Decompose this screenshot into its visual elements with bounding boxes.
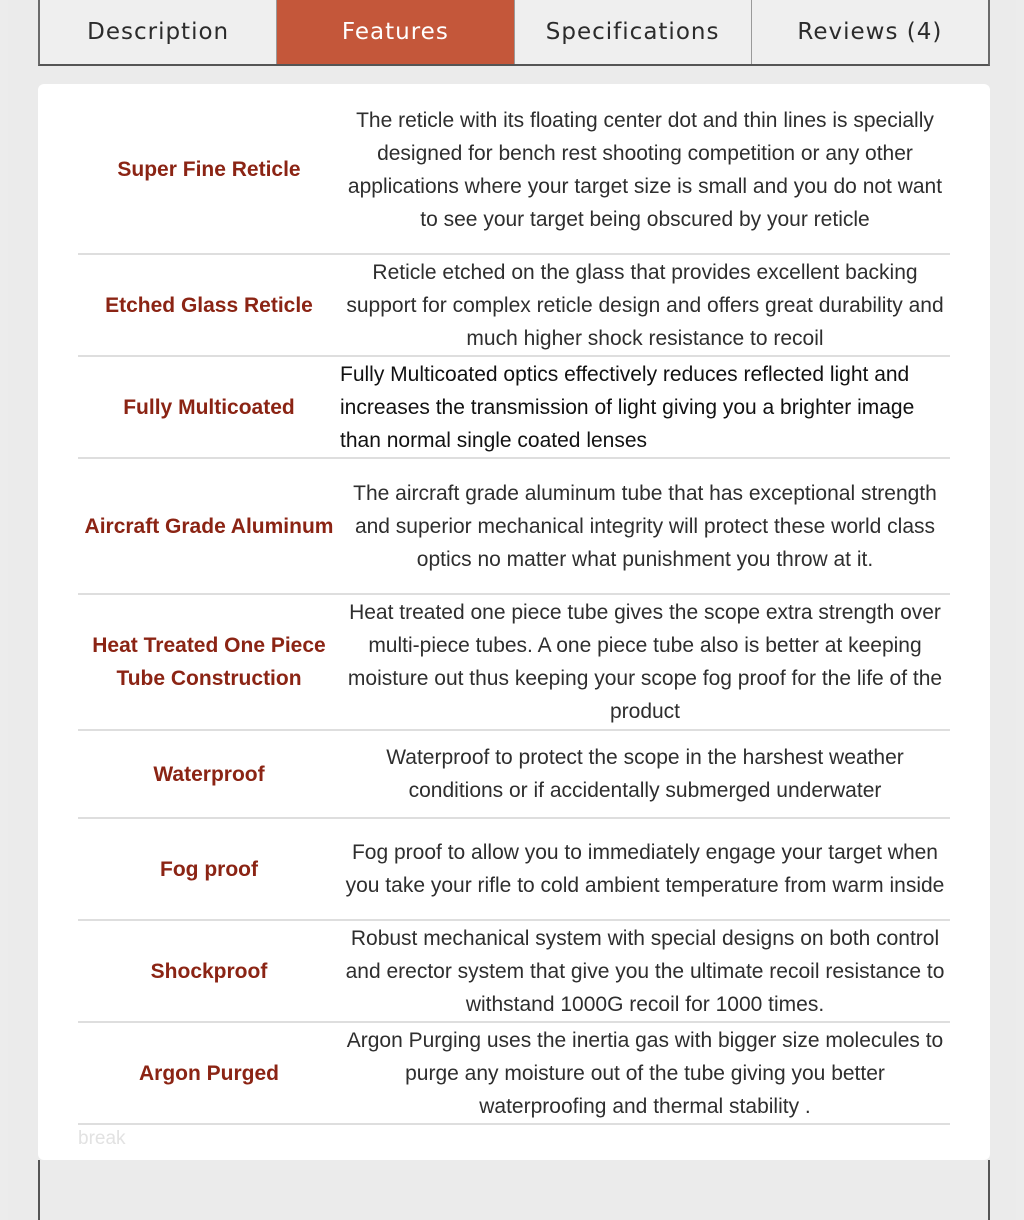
feature-description: Fog proof to allow you to immediately engage your target when you take your rifle to cold ambient temperature from warm inside: [340, 818, 950, 920]
feature-description: The reticle with its floating center dot and thin lines is specially designed for bench rest shooting competition or any other applications where your target size is small and you do not want to see your target being obscured by your reticle: [340, 86, 950, 254]
footer-break-text: break: [78, 1128, 126, 1149]
feature-description: Waterproof to protect the scope in the harshest weather conditions or if accidentally submerged underwater: [340, 730, 950, 818]
feature-name: Fully Multicoated: [78, 356, 340, 458]
table-row: [78, 920, 950, 1022]
feature-name: Super Fine Reticle: [78, 86, 340, 254]
feature-description: Heat treated one piece tube gives the scope extra strength over multi-piece tubes. A one piece tube also is better at keeping moisture out thus keeping your scope fog proof for the life of the product: [340, 594, 950, 730]
feature-description: The aircraft grade aluminum tube that has exceptional strength and superior mechanical integrity will protect these world class optics no matter what punishment you throw at it.: [340, 458, 950, 594]
feature-name: Heat Treated One Piece Tube Construction: [78, 594, 340, 730]
table-row: [78, 730, 950, 818]
features-table: [78, 86, 950, 1125]
feature-description: Robust mechanical system with special designs on both control and erector system that give you the ultimate recoil resistance to withstand 1000G recoil for 1000 times.: [340, 920, 950, 1022]
features-panel: [38, 84, 990, 1160]
table-row: [78, 254, 950, 356]
table-row: [78, 594, 950, 730]
feature-description: Reticle etched on the glass that provides excellent backing support for complex reticle design and offers great durability and much higher shock resistance to recoil: [340, 254, 950, 356]
feature-name: Waterproof: [78, 730, 340, 818]
table-row: [78, 818, 950, 920]
table-row: [78, 458, 950, 594]
tab-features[interactable]: Features: [277, 0, 514, 64]
feature-name: Shockproof: [78, 920, 340, 1022]
table-row: [78, 1022, 950, 1124]
feature-name: Aircraft Grade Aluminum: [78, 458, 340, 594]
feature-description: Fully Multicoated optics effectively reduces reflected light and increases the transmission of light giving you a brighter image than normal single coated lenses: [340, 356, 950, 458]
feature-name: Argon Purged: [78, 1022, 340, 1124]
tab-description[interactable]: Description: [40, 0, 277, 64]
table-row: [78, 356, 950, 458]
tab-specifications[interactable]: Specifications: [515, 0, 752, 64]
product-tabs: [38, 0, 990, 66]
feature-name: Etched Glass Reticle: [78, 254, 340, 356]
feature-description: Argon Purging uses the inertia gas with bigger size molecules to purge any moisture out of the tube giving you better waterproofing and thermal stability .: [340, 1022, 950, 1124]
lower-frame: [38, 1160, 990, 1220]
tab-reviews[interactable]: Reviews (4): [797, 19, 943, 45]
table-row: [78, 86, 950, 254]
feature-name: Fog proof: [78, 818, 340, 920]
